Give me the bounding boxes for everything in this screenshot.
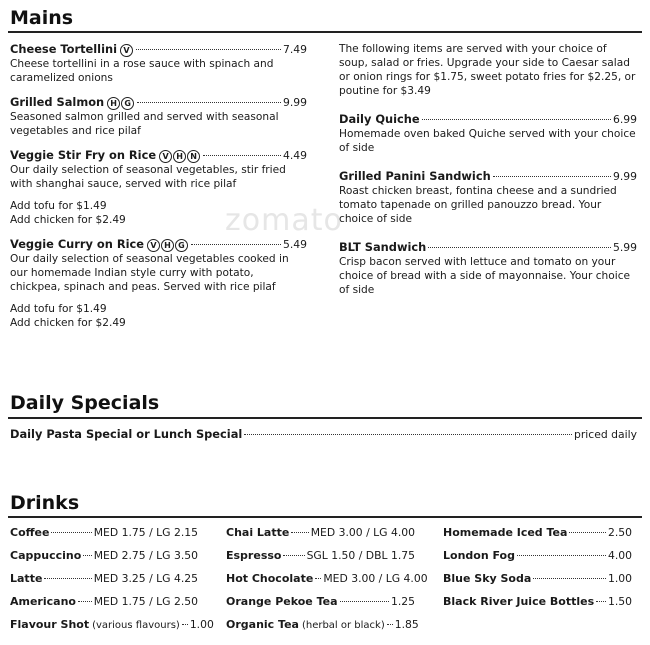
item-price: 9.99 [612,170,637,183]
diet-badges [147,239,189,252]
item-price: 5.99 [612,241,637,254]
menu-item [10,95,307,138]
vegetarian-badge-icon: V [120,44,133,57]
drink-note: (various flavours) [92,620,180,631]
drink-price: 1.25 [390,595,415,608]
healthy-badge-icon: H [173,150,186,163]
drink-price: 1.00 [607,572,632,585]
leader-dots [136,49,281,50]
mains-divider [8,31,642,33]
drink-item [443,572,632,595]
drink-item [226,549,415,572]
drink-name: Blue Sky Soda [443,572,532,585]
leader-dots [428,247,611,248]
specials-row [10,427,637,442]
drink-note: (herbal or black) [301,620,385,631]
drink-price: 4.00 [607,549,632,562]
drink-item [226,595,415,618]
drink-item [10,572,198,595]
leader-dots [291,532,308,533]
drink-price: 1.50 [607,595,632,608]
leader-dots [517,555,606,556]
vegetarian-badge-icon: V [147,239,160,252]
drink-item [443,595,632,618]
leader-dots [78,601,92,602]
drink-price: MED 3.00 / LG 4.00 [323,572,428,585]
item-description: Our daily selection of seasonal vegetables, stir fried with shanghai sauce, served with rice pilaf [10,164,286,190]
drink-item [443,526,632,549]
nut-badge-icon: N [187,150,200,163]
vegetarian-badge-icon: V [159,150,172,163]
drink-price: MED 2.75 / LG 3.50 [93,549,198,562]
diet-badges [107,97,135,110]
item-price: 5.49 [282,238,307,251]
drink-item [10,618,214,641]
leader-dots [244,434,572,435]
watermark: zomato [225,203,343,238]
drink-item [443,549,632,572]
item-description: Seasoned salmon grilled and served with seasonal vegetables and rice pilaf [10,111,279,137]
leader-dots [51,532,91,533]
drink-name: London Fog [443,549,515,562]
leader-dots [203,155,281,156]
drink-price: 1.00 [189,618,214,631]
drink-price: 1.85 [394,618,419,631]
drink-price: 2.50 [607,526,632,539]
item-name: Veggie Stir Fry on Rice [10,148,157,162]
item-extras [10,302,307,330]
healthy-badge-icon: H [161,239,174,252]
mains-left-column [10,42,307,340]
specials-price: priced daily [573,428,637,441]
drink-name: Espresso [226,549,282,562]
drink-name: Coffee [10,526,50,539]
mains-title: Mains [10,7,74,29]
drink-item [10,549,198,572]
drink-price: MED 1.75 / LG 2.50 [93,595,198,608]
drink-name: Flavour Shot [10,618,90,631]
leader-dots [596,601,606,602]
drink-item [10,526,198,549]
leader-dots [493,176,611,177]
menu-item [10,237,307,330]
menu-item [10,42,307,85]
sides-intro-text: The following items are served with your choice of soup, salad or fries. Upgrade your side to Caesar salad or onion rings for $1.75, sweet potato fries for $2.25, or poutine for $3.49 [339,43,636,97]
diet-badges [120,44,134,57]
drink-name: Homemade Iced Tea [443,526,568,539]
leader-dots [315,578,321,579]
drink-name: Chai Latte [226,526,290,539]
item-description: Homemade oven baked Quiche served with your choice of side [339,128,636,154]
specials-item: Daily Pasta Special or Lunch Special [10,427,243,441]
add-tofu-option: Add tofu for $1.49 [10,200,107,212]
drink-price: MED 3.25 / LG 4.25 [93,572,198,585]
drinks-divider [8,516,642,518]
item-price: 9.99 [282,96,307,109]
specials-divider [8,417,642,419]
drink-name: Organic Tea [226,618,299,631]
item-name: BLT Sandwich [339,240,427,254]
sides-intro [339,42,637,98]
gluten-free-badge-icon: G [121,97,134,110]
item-description: Roast chicken breast, fontina cheese and a sundried tomato tapenade on grilled panouzzo bread. Your choice of side [339,185,617,225]
leader-dots [44,578,91,579]
mains-right-column [339,42,637,307]
drink-name: Hot Chocolate [226,572,314,585]
drinks-column-2 [226,526,428,641]
drink-name: Latte [10,572,43,585]
item-price: 6.99 [612,113,637,126]
specials-title: Daily Specials [10,392,160,414]
drink-name: Cappuccino [10,549,82,562]
item-price: 4.49 [282,149,307,162]
drink-name: Orange Pekoe Tea [226,595,338,608]
drink-item [226,618,419,641]
leader-dots [137,102,281,103]
leader-dots [191,244,281,245]
item-extras [10,199,307,227]
drink-price: MED 3.00 / LG 4.00 [310,526,415,539]
drinks-title: Drinks [10,492,80,514]
item-name: Grilled Salmon [10,95,105,109]
item-price: 7.49 [282,43,307,56]
healthy-badge-icon: H [107,97,120,110]
leader-dots [387,624,393,625]
drink-name: Black River Juice Bottles [443,595,595,608]
item-name: Daily Quiche [339,112,420,126]
menu-item [339,169,637,226]
menu-item [10,148,307,227]
gluten-free-badge-icon: G [175,239,188,252]
drink-item [226,526,415,549]
leader-dots [340,601,389,602]
drinks-column-1 [10,526,214,641]
leader-dots [422,119,611,120]
leader-dots [283,555,304,556]
add-chicken-option: Add chicken for $2.49 [10,317,126,329]
menu-item [339,112,637,155]
item-description: Our daily selection of seasonal vegetables cooked in our homemade Indian style curry with potato, chickpea, spinach and peas. Served with rice pilaf [10,253,289,293]
diet-badges [159,150,201,163]
drink-price: SGL 1.50 / DBL 1.75 [306,549,415,562]
item-description: Crisp bacon served with lettuce and tomato on your choice of bread with a side of mayonnaise. Your choice of side [339,256,631,296]
leader-dots [83,555,91,556]
leader-dots [182,624,188,625]
drink-price: MED 1.75 / LG 2.15 [93,526,198,539]
menu-item [339,240,637,297]
add-tofu-option: Add tofu for $1.49 [10,303,107,315]
drink-item [10,595,198,618]
item-name: Veggie Curry on Rice [10,237,144,251]
drink-name: Americano [10,595,76,608]
item-name: Grilled Panini Sandwich [339,169,491,183]
leader-dots [533,578,606,579]
leader-dots [569,532,606,533]
drinks-column-3 [443,526,632,618]
add-chicken-option: Add chicken for $2.49 [10,214,126,226]
item-description: Cheese tortellini in a rose sauce with spinach and caramelized onions [10,58,274,84]
item-name: Cheese Tortellini [10,42,117,56]
drink-item [226,572,428,595]
